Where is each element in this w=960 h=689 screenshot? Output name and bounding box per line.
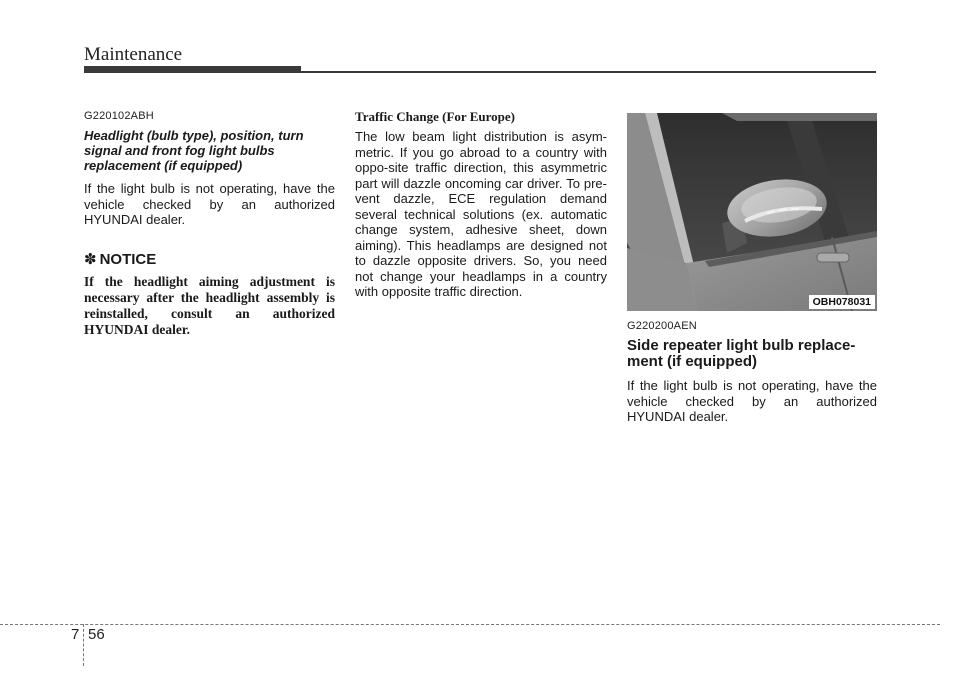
page-number: 56 <box>88 626 105 643</box>
chapter-number: 7 <box>71 626 80 643</box>
notice-title: NOTICE <box>99 250 157 268</box>
side-mirror-figure <box>627 113 877 311</box>
middle-column <box>355 110 607 300</box>
section-code: G220102ABH <box>84 110 154 122</box>
right-column <box>627 113 877 425</box>
side-repeater-body: If the light bulb is not operating, have the vehicle checked by an authorized HYUNDAI dealer. <box>627 378 877 424</box>
header-rule-thick <box>84 66 301 73</box>
footer-divider <box>83 624 84 666</box>
section-code: G220200AEN <box>627 320 697 332</box>
side-mirror-illustration <box>627 113 877 311</box>
section-title: Maintenance <box>84 44 183 65</box>
side-repeater-heading: Side repeater light bulb replace-ment (if equipped) <box>627 337 856 370</box>
footer-rule <box>0 624 940 625</box>
figure-label: OBH078031 <box>809 295 875 309</box>
headlight-body: If the light bulb is not operating, have the vehicle checked by an authorized HYUNDAI dealer. <box>84 181 335 227</box>
notice-star-icon: ✽ <box>84 250 97 268</box>
notice-heading <box>84 250 335 268</box>
traffic-change-heading: Traffic Change (For Europe) <box>355 109 515 124</box>
traffic-change-body: The low beam light distribution is asym-metric. If you go abroad to a country with oppo-site traffic direction, this asymmetric part will dazzle oncoming car driver. To pre-vent dazzle, ECE regulation demand several technical solutions (ex. automatic change system, adhesive sheet, down aiming). This headlamps are designed not to dazzle opposite drivers. So, you need not change your headlamps in a country with opposite traffic direction. <box>355 129 607 299</box>
notice-body: If the headlight aiming adjustment is necessary after the headlight assembly is reinstalled, consult an authorized HYUNDAI dealer. <box>84 273 335 337</box>
header-rule-thin <box>301 71 876 73</box>
left-column <box>84 110 335 338</box>
headlight-heading: Headlight (bulb type), position, turn signal and front fog light bulbs replacement (if equipped) <box>84 128 304 173</box>
